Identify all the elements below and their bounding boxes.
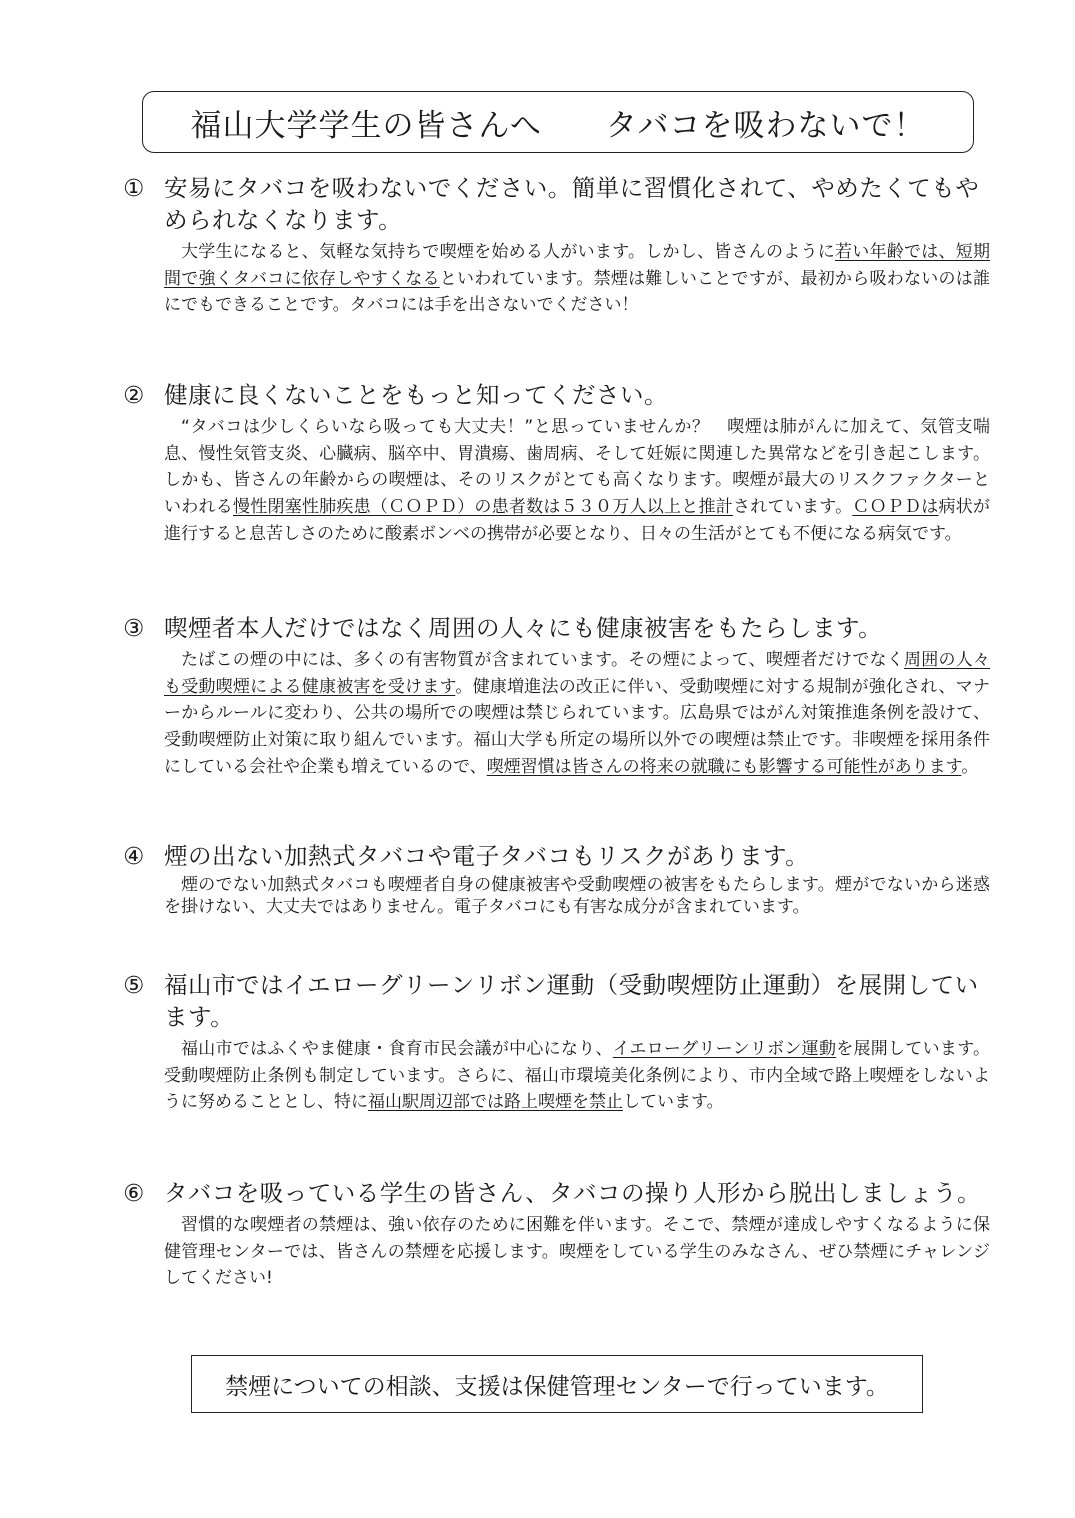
body-text: されています。 — [732, 497, 853, 518]
section-body — [164, 414, 990, 548]
underlined-text: ＣＯＰＤは — [852, 497, 939, 518]
section-heading-text: 煙の出ない加熱式タバコや電子タバコもリスクがあります。 — [164, 842, 810, 870]
body-text: 習慣的な喫煙者の禁煙は、強い依存のために困難を伴います。そこで、禁煙が達成しやすくなるように保健管理センターでは、皆さんの禁煙を応援します。喫煙をしている学生のみなさん、ぜひ禁煙にチャレンジしてください! — [164, 1215, 990, 1289]
section-number: ② — [123, 381, 145, 409]
section-body — [164, 1212, 990, 1292]
underlined-text: 慢性閉塞性肺疾患（ＣＯＰＤ）の患者数は５３０万人以上と推計 — [232, 497, 733, 518]
body-text: を展開しています。受動喫煙防止条例も制定しています。さらに、福山市環境美化条例により、市内全域で路上喫煙をしないように努めることとし、特に — [164, 1039, 991, 1113]
underlined-text: イエローグリーンリボン運動 — [612, 1039, 837, 1059]
section-heading-text: 喫煙者本人だけではなく周囲の人々にも健康被害をもたらします。 — [164, 614, 883, 642]
section-number: ③ — [123, 614, 145, 642]
body-text: 病状が進行すると息苦しさのために酸素ボンベの携帯が必要となり、日々の生活がとても不便になる病気です。 — [164, 497, 991, 544]
section-body — [164, 1036, 990, 1116]
body-text: といわれています。禁煙は難しいことですが、最初から吸わないのは誰にでもできることです。タバコには手を出さないでください！ — [164, 268, 990, 316]
section-body — [164, 239, 990, 319]
section-6 — [118, 1177, 990, 1292]
section-heading — [118, 969, 990, 1033]
body-text: “タバコは少しくらいなら吸っても大丈夫！”と思っていませんか？ 喫煙は肺がんに加えて、気管支喘息、慢性気管支炎、心臓病、脳卒中、胃潰瘍、歯周病、そして妊娠に関連した異常などを引き起こします。しかも、皆さんの年齢からの喫煙は、そのリスクがとても高くなります。喫煙が最大のリスクファクターといわれる — [164, 417, 990, 518]
underlined-text: 喫煙習慣は皆さんの将来の就職にも影響する可能性があります — [486, 756, 962, 777]
underlined-text: 周囲の人々も受動喫煙による健康被害を受けます — [164, 650, 991, 697]
section-heading-text: 安易にタバコを吸わないでください。簡単に習慣化されて、やめたくてもやめられなくなります。 — [164, 174, 980, 234]
body-text: 福山市ではふくやま健康・食育市民会議が中心になり、 — [181, 1039, 613, 1059]
section-2 — [118, 379, 990, 548]
section-number: ⑤ — [123, 971, 145, 999]
body-text: たばこの煙の中には、多くの有害物質が含まれています。その煙によって、喫煙者だけでなく — [181, 650, 904, 670]
section-5 — [118, 969, 990, 1116]
section-heading — [118, 840, 990, 872]
section-heading-text: 福山市ではイエローグリーンリボン運動（受動喫煙防止運動）を展開しています。 — [164, 971, 979, 1031]
section-heading — [118, 172, 990, 236]
section-heading — [118, 612, 990, 644]
section-heading-text: 健康に良くないことをもっと知ってください。 — [164, 381, 668, 409]
section-body — [164, 647, 990, 781]
body-text: 。 — [961, 756, 979, 777]
section-1 — [118, 172, 990, 319]
section-heading — [118, 1177, 990, 1209]
footer-notice: 禁煙についての相談、支援は保健管理センターで行っています。 — [191, 1355, 923, 1413]
section-body — [164, 875, 990, 918]
section-heading-text: タバコを吸っている学生の皆さん、タバコの操り人形から脱出しましょう。 — [164, 1179, 981, 1207]
section-heading — [118, 379, 990, 411]
section-4 — [118, 840, 990, 918]
section-number: ① — [123, 174, 145, 202]
page-title: 福山大学学生の皆さんへ タバコを吸わないで！ — [142, 91, 974, 153]
body-text: 煙のでない加熱式タバコも喫煙者自身の健康被害や受動喫煙の被害をもたらします。煙がでないから迷惑を掛けない、大丈夫ではありません。電子タバコにも有害な成分が含まれています。 — [164, 875, 990, 917]
section-3 — [118, 612, 990, 781]
section-number: ⑥ — [123, 1179, 145, 1207]
body-text: 大学生になると、気軽な気持ちで喫煙を始める人がいます。しかし、皆さんのように — [181, 242, 835, 262]
underlined-text: 福山駅周辺部では路上喫煙を禁止 — [368, 1092, 623, 1113]
body-text: しています。 — [623, 1092, 724, 1113]
section-number: ④ — [123, 842, 145, 870]
underlined-text: 若い年齢では、短期間で強くタバコに依存しやすくなる — [164, 242, 991, 289]
body-text: 。健康増進法の改正に伴い、受動喫煙に対する規制が強化され、マナーからルールに変わり、公共の場所での喫煙は禁じられています。広島県ではがん対策推進条例を設けて、受動喫煙防止対策に取り組んでいます。福山大学も所定の場所以外での喫煙は禁止です。非喫煙を採用条件にしている会社や企業も増えているので、 — [164, 676, 990, 777]
